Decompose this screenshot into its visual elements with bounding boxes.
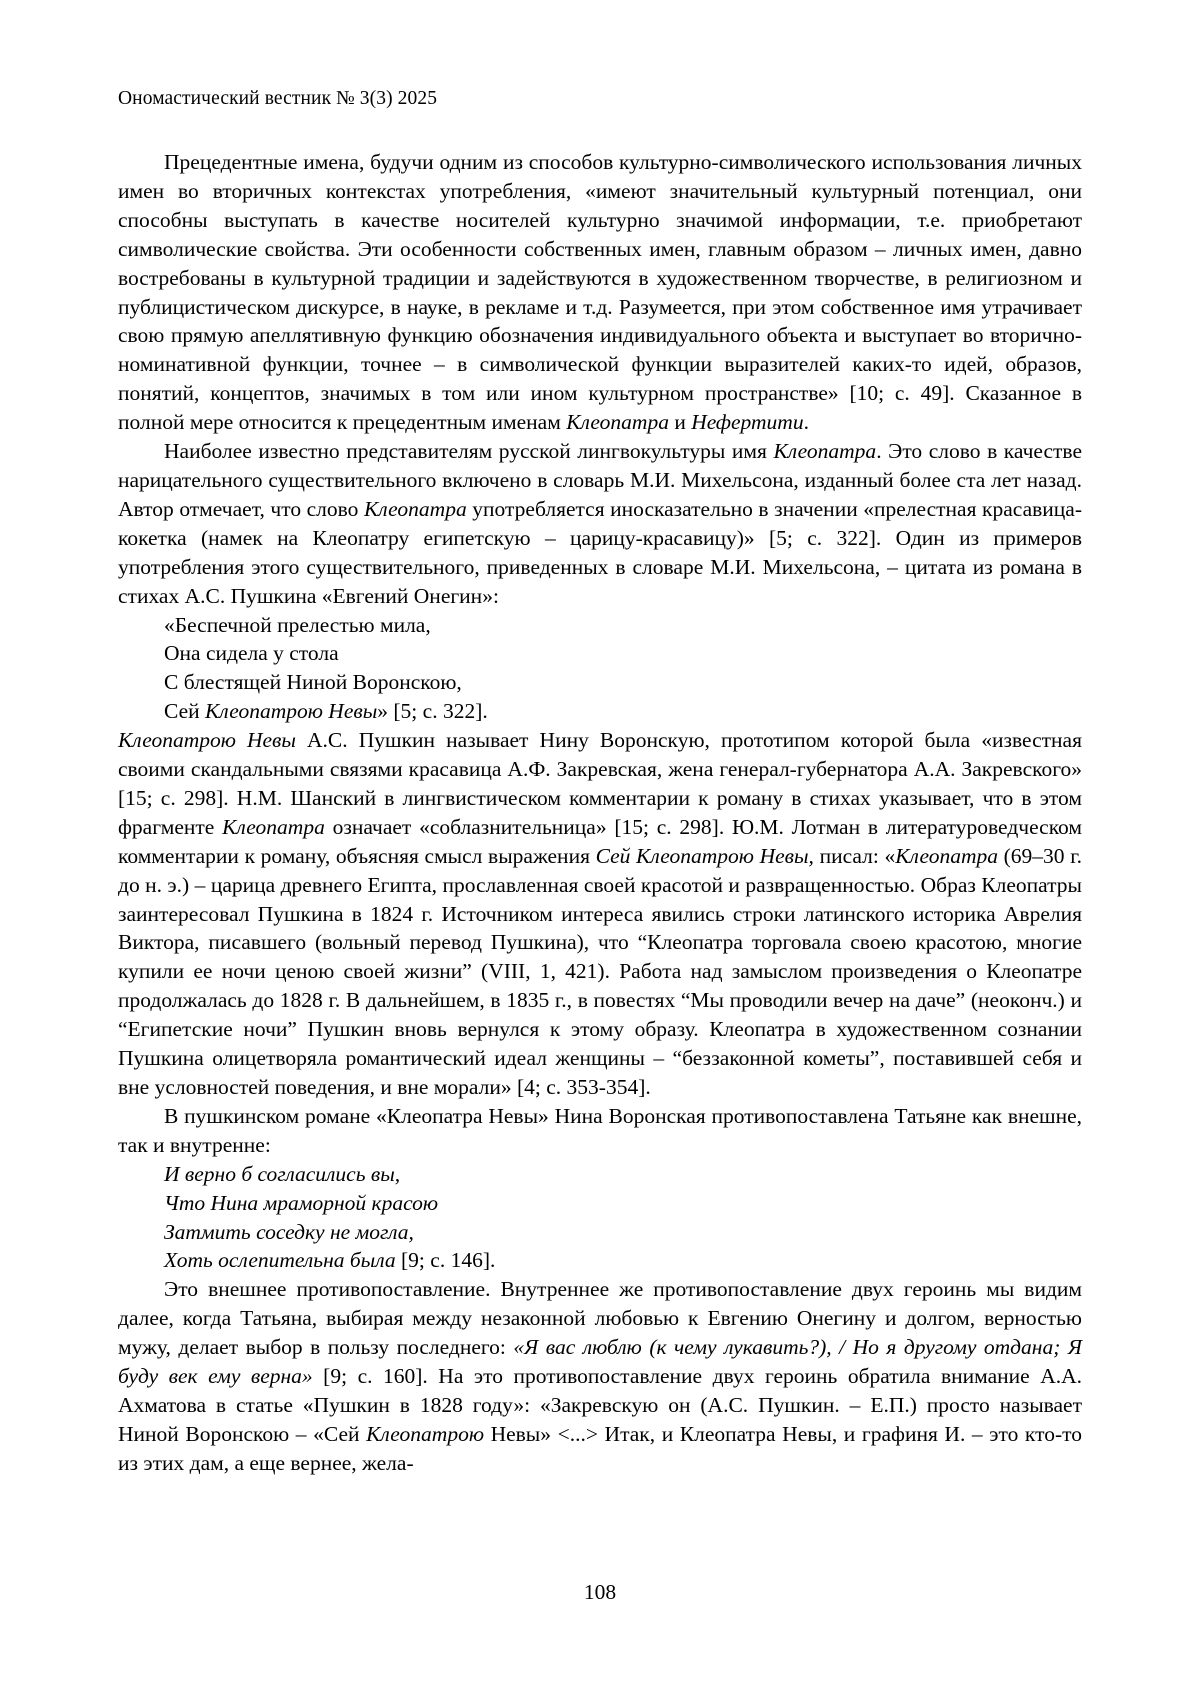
paragraph-3-part-c: означает «соблазнительница» [15; с. 298]. Ю.М. Лотман в литературоведческом комментарии к роману, объясняя смысл выражения [118,814,1082,868]
paragraph-3-part-e: (69–30 г. до н. э.) – царица древнего Египта, прославленная своей красотой и развращенностью. Образ Клеопатры заинтересовал Пушкина в 1824 г. Источником интереса явились строки латинского историка Аврелия Виктора, писавшего (вольный перевод Пушкина), что “Клеопатра торговала своею красотою, многие купили ее ночи ценою своей жизни” (VIII, 1, 421). Работа над замыслом произведения о Клеопатре продолжалась до 1828 г. В дальнейшем, в 1835 г., в повестях “Мы проводили вечер на даче” (неоконч.) и “Египетские ночи” Пушкин вновь вернулся к этому образу. Клеопатра в художественном сознании Пушкина олицетворяла романтический идеал женщины – “беззаконной кометы”, поставившей себя и вне условностей поведения, и вне морали» [4; с. 353-354]. [118,843,1082,1099]
term-kleopatra-3: Клеопатра [363,496,467,521]
quote-line: Затмить соседку не могла, [164,1219,414,1244]
term-nefertiti: Нефертити [691,410,804,435]
paragraph-3-part-d: писал: « [813,843,896,868]
quote-line-part-italic: Хоть ослепительна была [164,1248,396,1273]
quote-line [118,1246,1082,1275]
quote-line [118,697,1082,726]
paragraph-5-part-c: Невы» <...> Итак, и Клеопатра Невы, и графиня И. – это кто-то из этих дам, а еще вернее, жела- [118,1421,1082,1475]
paragraph-1-text: Прецедентные имена, будучи одним из способов культурно-символического использования личных имен во вторичных контекстах употребления, «имеют значительный культурный потенциал, они способны выступать в качестве носителей культурно значимой информации, т.е. приобретают символические свойства. Эти особенности собственных имен, главным образом – личных имен, давно востребованы в культурной традиции и задействуются в художественном творчестве, в религиозном и публицистическом дискурсе, в науке, в рекламе и т.д. Разумеется, при этом собственное имя утрачивает свою прямую апеллятивную функцию обозначения индивидуального объекта и выступает во вторично-номинативной функции, точнее – в символической функции выразителей каких-то идей, образов, понятий, концептов, значимых в том или ином культурном пространстве» [10; с. 49]. Сказанное в полной мере относится к прецедентным именам [118,150,1082,435]
quote-line: И верно б согласились вы, [164,1161,401,1186]
paragraph-5-part-a: Это внешнее противопоставление. Внутреннее же противопоставление двух героинь мы видим далее, когда Татьяна, выбирая между незаконной любовью к Евгению Онегину и долгом, верностью мужу, делает выбор в пользу последнего: [118,1277,1082,1360]
term-kleopatroyu: Клеопатрою [366,1421,484,1446]
paragraph-5-part-b: [9; с. 160]. На это противопоставление двух героинь обратила внимание А.А. Ахматова в статье «Пушкин в 1828 году»: «Закревскую он (А.С. Пушкин. – Е.П.) просто называет Ниной Воронскою – «Сей [118,1364,1082,1446]
paragraph-1 [118,148,1082,437]
term-kleopatra: Клеопатра [566,410,669,435]
paragraph-2-part-a: Наиболее известно представителям русской лингвокультуры имя [164,439,774,464]
quote-line: «Беспечной прелестью мила, [164,612,431,637]
term-kleopatroyu-nevy-2: Клеопатрою Невы [118,728,296,753]
quote-line: С блестящей Ниной Воронскою, [164,670,462,695]
running-head: Ономастический вестник № 3(3) 2025 [118,88,438,109]
quote-line-part-a: Сей [164,699,206,724]
paragraph-1-end: . [803,410,809,435]
paragraph-3-part-b: А.С. Пушкин называет Нину Воронскую, прототипом которой была «известная своими скандальными связями красавица А.Ф. Закревская, жена генерал-губернатора А.А. Закревского» [15; с. 298]. Н.М. Шанский в лингвистическом комментарии к роману в стихах указывает, что в этом фрагменте [118,728,1082,839]
quote-line-citation: » [5; с. 322]. [377,699,488,724]
quote-line: Она сидела у стола [164,641,339,666]
term-sey-kleopatroyu-nevy: Сей Клеопатрою Невы, [595,843,814,868]
quote-line-citation: [9; с. 146]. [395,1248,496,1273]
term-kleopatra-5: Клеопатра [895,843,998,868]
term-kleopatra-4: Клеопатра [222,814,325,839]
term-kleopatroyu-nevy: Клеопатрою Невы [205,699,378,724]
paragraph-2-part-b: . Это слово в качестве нарицательного существительного включено в словарь М.И. Михельсона, изданный более ста лет назад. Автор отмечает, что слово [118,439,1083,521]
quote-tatyana-reply: «Я вас люблю (к чему лукавить?), / Но я другому отдана; Я буду век ему верна» [118,1335,1082,1389]
paragraph-4: В пушкинском романе «Клеопатра Невы» Нина Воронская противопоставлена Татьяне как внешне, так и внутренне: [118,1103,1082,1157]
paragraph-2-part-c: употребляется иносказательно в значении «прелестная красавица-кокетка (намек на Клеопатру египетскую – царицу-красавицу)» [5; с. 322]. Один из примеров употребления этого существительного, приведенных в словаре М.И. Михельсона, – цитата из романа в стихах А.С. Пушкина «Евгений Онегин»: [118,496,1083,608]
paragraph-1-conj: и [668,410,692,435]
paragraph-2 [118,437,1082,610]
quote-block-1 [118,611,1082,727]
page-number: 108 [583,1580,617,1604]
body-column [118,148,1082,1478]
quote-line: Что Нина мраморной красою [164,1190,438,1215]
term-kleopatra-2: Клеопатра [773,439,877,464]
quote-block-2 [118,1160,1082,1276]
paragraph-3 [118,726,1082,1102]
paragraph-5 [118,1275,1082,1477]
